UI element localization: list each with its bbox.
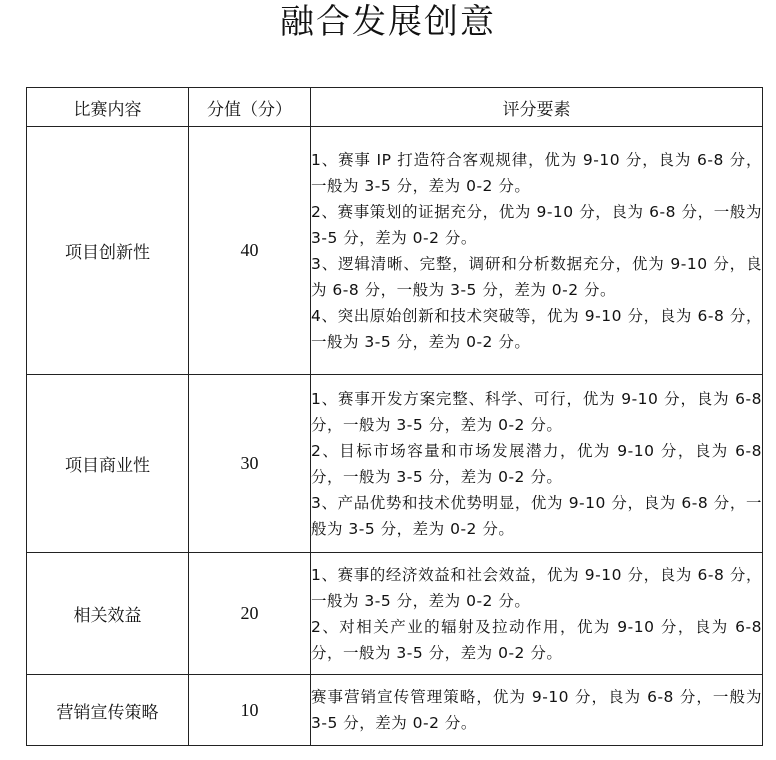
content-cell: 营销宣传策略 — [27, 675, 189, 746]
criteria-cell — [311, 375, 763, 553]
scoring-table — [26, 87, 763, 746]
table-row — [27, 553, 763, 675]
table-row — [27, 675, 763, 746]
header-content: 比赛内容 — [27, 88, 189, 127]
header-score: 分值（分） — [189, 88, 311, 127]
criterion-item: 2、目标市场容量和市场发展潜力，优为 9-10 分，良为 6-8 分，一般为 3-5 分，差为 0-2 分。 — [311, 441, 762, 486]
score-cell: 30 — [189, 375, 311, 553]
criterion-item: 4、突出原始创新和技术突破等，优为 9-10 分，良为 6-8 分，一般为 3-5 分，差为 0-2 分。 — [311, 306, 762, 351]
score-cell: 20 — [189, 553, 311, 675]
content-cell: 项目商业性 — [27, 375, 189, 553]
criterion-item: 2、对相关产业的辐射及拉动作用，优为 9-10 分，良为 6-8 分，一般为 3-5 分，差为 0-2 分。 — [311, 617, 762, 662]
criterion-item: 2、赛事策划的证据充分，优为 9-10 分，良为 6-8 分，一般为 3-5 分，差为 0-2 分。 — [311, 202, 762, 247]
content-cell: 项目创新性 — [27, 127, 189, 375]
criteria-cell — [311, 675, 763, 746]
score-cell: 40 — [189, 127, 311, 375]
table-header-row — [27, 88, 763, 127]
criterion-item: 1、赛事 IP 打造符合客观规律，优为 9-10 分，良为 6-8 分，一般为 3-5 分，差为 0-2 分。 — [311, 150, 762, 195]
table-row — [27, 375, 763, 553]
content-cell: 相关效益 — [27, 553, 189, 675]
criterion-item: 1、赛事的经济效益和社会效益，优为 9-10 分，良为 6-8 分，一般为 3-5 分，差为 0-2 分。 — [311, 565, 762, 610]
criterion-item: 赛事营销宣传管理策略，优为 9-10 分，良为 6-8 分，一般为 3-5 分，差为 0-2 分。 — [311, 688, 762, 732]
criteria-cell — [311, 553, 763, 675]
criterion-item: 3、产品优势和技术优势明显，优为 9-10 分，良为 6-8 分，一般为 3-5 分，差为 0-2 分。 — [311, 493, 762, 538]
criterion-item: 3、逻辑清晰、完整，调研和分析数据充分，优为 9-10 分，良为 6-8 分，一般为 3-5 分，差为 0-2 分。 — [311, 254, 762, 299]
table-row — [27, 127, 763, 375]
header-criteria: 评分要素 — [311, 88, 763, 127]
criteria-cell — [311, 127, 763, 375]
score-cell: 10 — [189, 675, 311, 746]
criterion-item: 1、赛事开发方案完整、科学、可行，优为 9-10 分，良为 6-8 分，一般为 3-5 分，差为 0-2 分。 — [311, 389, 762, 434]
page-title: 融合发展创意 — [280, 2, 496, 42]
